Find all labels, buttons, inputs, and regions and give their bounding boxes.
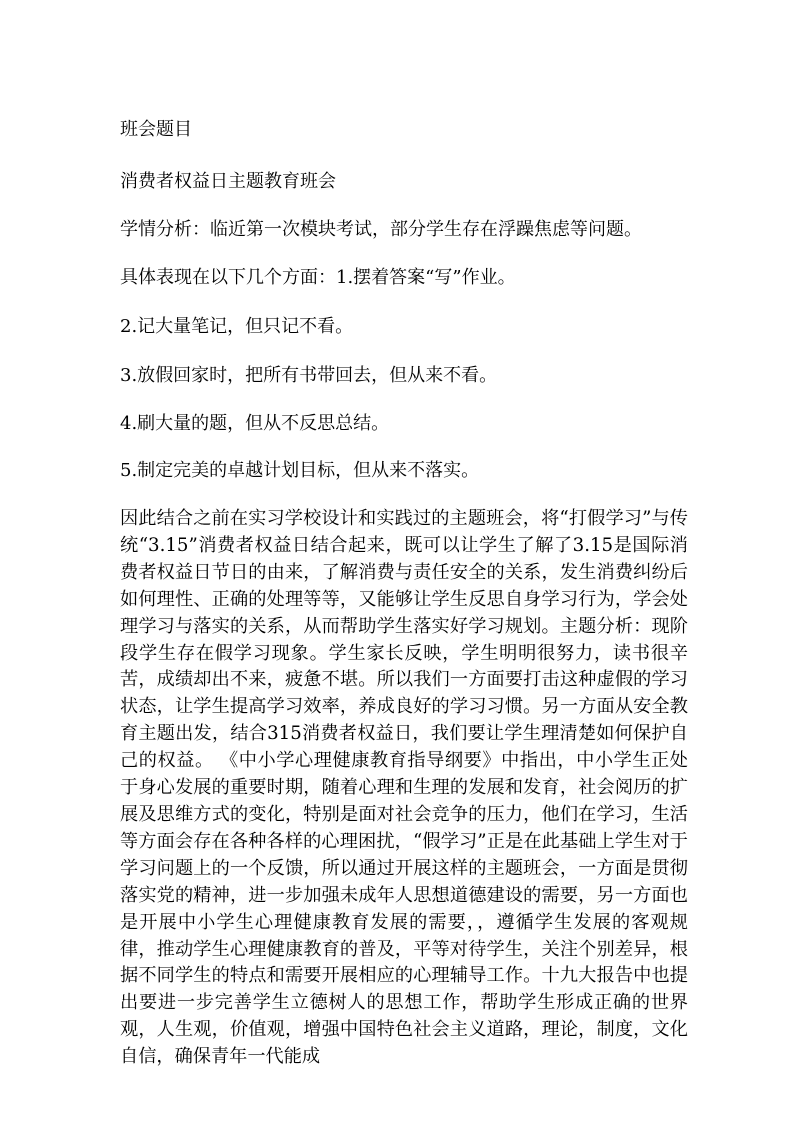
list-item-2: 2.记大量笔记，但只记不看。 xyxy=(120,316,354,337)
document-heading: 班会题目 xyxy=(120,119,192,140)
list-item-4: 4.刷大量的题，但从不反思总结。 xyxy=(120,413,390,434)
list-item-3: 3.放假回家时，把所有书带回去，但从来不看。 xyxy=(120,365,498,386)
list-item-5: 5.制定完美的卓越计划目标，但从来不落实。 xyxy=(120,460,480,481)
analysis-line: 学情分析：临近第一次模块考试，部分学生存在浮躁焦虑等问题。 xyxy=(120,219,642,240)
body-paragraph: 因此结合之前在实习学校设计和实践过的主题班会，将“打假学习”与传统“3.15”消费者权益日结合起来，既可以让学生了解了3.15是国际消费者权益日节日的由来，了解消费与责任安全的关系，发生消费纠纷后如何理性、正确的处理等等，又能够让学生反思自身学习行为，学会处理学习与落实的关系，从而帮助学生落实好学习规划。主题分析：现阶段学生存在假学习现象。学生家长反映，学生明明很努力，读书很辛苦，成绩却出不来，疲惫不堪。所以我们一方面要打击这种虚假的学习状态，让学生提高学习效率，养成良好的学习习惯。另一方面从安全教育主题出发，结合315消费者权益日，我们要让学生理清楚如何保护自己的权益。 《中小学心理健康教育指导纲要》中指出，中小学生正处于身心发展的重要时期，随着心理和生理的发展和发育，社会阅历的扩展及思维方式的变化，特别是面对社会竞争的压力，他们在学习，生活等方面会存在各种各样的心理困扰，“假学习”正是在此基础上学生对于学习问题上的一个反馈，所以通过开展这样的主题班会，一方面是贯彻落实党的精神，进一步加强未成年人思想道德建设的需要，另一方面也是开展中小学生心理健康教育发展的需要，，遵循学生发展的客观规律，推动学生心理健康教育的普及，平等对待学生，关注个别差异，根据不同学生的特点和需要开展相应的心理辅导工作。十九大报告中也提出要进一步完善学生立德树人的思想工作，帮助学生形成正确的世界观，人生观，价值观，增强中国特色社会主义道路，理论，制度，文化自信，确保青年一代能成 xyxy=(120,508,688,1068)
details-line: 具体表现在以下几个方面：1.摆着答案“写”作业。 xyxy=(120,267,516,288)
document-title: 消费者权益日主题教育班会 xyxy=(120,171,336,192)
